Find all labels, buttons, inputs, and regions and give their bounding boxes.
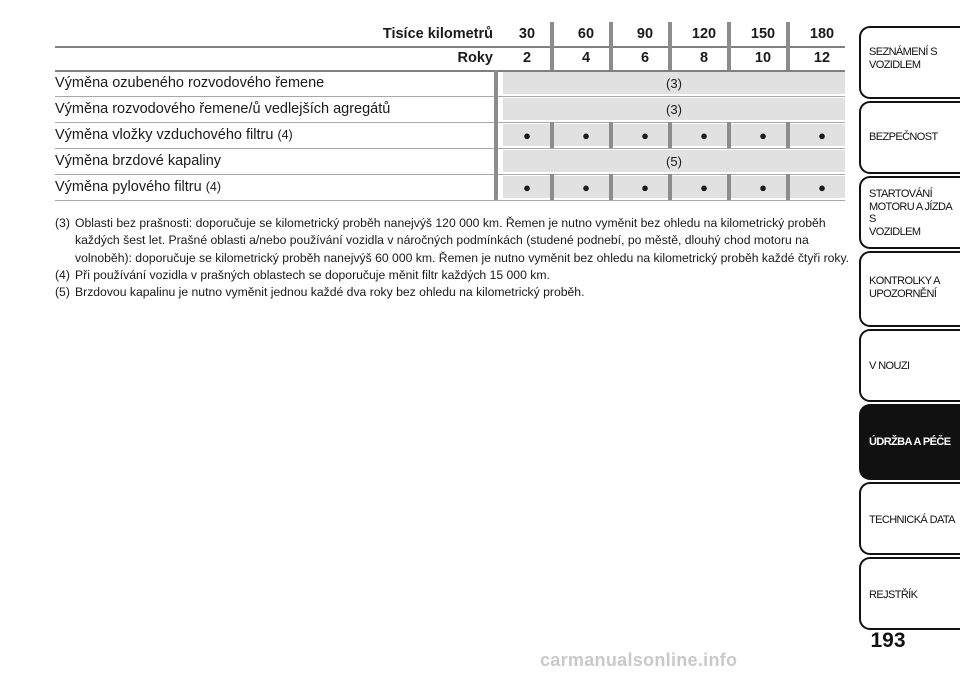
column-separator [550, 46, 554, 70]
footnote-text: Brzdovou kapalinu je nutno vyměnit jednou každé dva roky bez ohledu na kilometrický proběh. [75, 285, 585, 300]
footnote [55, 284, 855, 301]
year-value: 6 [640, 50, 650, 66]
footnote [55, 267, 855, 284]
tab-bezpecnost[interactable] [859, 101, 960, 174]
km-value: 30 [518, 26, 536, 42]
tab-label: KONTROLKY A UPOZORNĚNÍ [869, 275, 940, 300]
label-separator [494, 70, 498, 96]
km-header-row [55, 22, 845, 46]
footnote-reference: (3) [666, 76, 682, 91]
km-value: 90 [636, 26, 654, 42]
interval-dot: ● [700, 128, 708, 143]
column-separator [668, 174, 672, 200]
tab-rejstrik[interactable] [859, 557, 960, 630]
operation-label: Výměna pylového filtru (4) [55, 179, 221, 195]
operation-label: Výměna brzdové kapaliny [55, 153, 222, 169]
tab-label: TECHNICKÁ DATA [869, 514, 955, 526]
years-header-row [55, 46, 845, 70]
interval-dot: ● [700, 180, 708, 195]
table-row [55, 96, 845, 122]
tab-label: V NOUZI [869, 360, 910, 372]
label-separator [494, 122, 498, 148]
interval-dot: ● [523, 180, 531, 195]
table-row [55, 148, 845, 174]
tab-label: BEZPEČNOST [869, 131, 938, 143]
tab-udrzba-a-pece[interactable] [859, 404, 960, 480]
column-separator [727, 22, 731, 46]
interval-dot: ● [818, 180, 826, 195]
interval-dot: ● [582, 180, 590, 195]
row-rule [55, 200, 845, 201]
interval-dot: ● [641, 180, 649, 195]
column-separator [668, 122, 672, 148]
year-value: 10 [754, 50, 772, 66]
interval-band [503, 124, 845, 146]
year-value: 12 [813, 50, 831, 66]
footnote-mark: (4) [55, 267, 70, 282]
km-value: 150 [750, 26, 776, 42]
column-separator [786, 46, 790, 70]
km-value: 180 [809, 26, 835, 42]
operation-label: Výměna vložky vzduchového filtru (4) [55, 127, 293, 143]
column-separator [727, 122, 731, 148]
year-value: 8 [699, 50, 709, 66]
operation-label: Výměna rozvodového řemene/ů vedlejších agregátů [55, 101, 391, 117]
label-separator [494, 96, 498, 122]
footnote [55, 215, 855, 267]
interval-band [503, 176, 845, 198]
column-separator [609, 122, 613, 148]
km-value: 60 [577, 26, 595, 42]
km-header-label: Tisíce kilometrů [382, 26, 493, 42]
interval-dot: ● [818, 128, 826, 143]
label-separator [494, 174, 498, 200]
footnotes [55, 215, 855, 301]
year-value: 4 [581, 50, 591, 66]
footnote-reference: (3) [666, 102, 682, 117]
column-separator [550, 22, 554, 46]
interval-dot: ● [641, 128, 649, 143]
page-number: 193 [870, 629, 906, 652]
table-row [55, 174, 845, 200]
interval-dot: ● [759, 128, 767, 143]
column-separator [668, 46, 672, 70]
column-separator [609, 22, 613, 46]
watermark: carmanualsonline.info [540, 650, 738, 670]
table-row [55, 122, 845, 148]
column-separator [727, 46, 731, 70]
interval-dot: ● [523, 128, 531, 143]
maintenance-table [55, 22, 845, 200]
tab-label: ÚDRŽBA A PÉČE [869, 436, 951, 448]
footnote-mark: (3) [55, 216, 70, 230]
tab-v-nouzi[interactable] [859, 329, 960, 402]
column-separator [786, 122, 790, 148]
interval-dot: ● [582, 128, 590, 143]
column-separator [786, 174, 790, 200]
tab-label: REJSTŘÍK [869, 589, 918, 601]
interval-dot: ● [759, 180, 767, 195]
footnote-text: Při používání vozidla v prašných oblastech se doporučuje měnit filtr každých 15 000 km. [75, 267, 550, 282]
operation-label: Výměna ozubeného rozvodového řemene [55, 75, 325, 91]
footnote-mark: (5) [55, 285, 70, 300]
column-separator [609, 174, 613, 200]
column-separator [668, 22, 672, 46]
tab-kontrolky-a-upozorneni[interactable] [859, 251, 960, 327]
column-separator [550, 174, 554, 200]
column-separator [786, 22, 790, 46]
footnote-reference: (5) [666, 154, 682, 169]
table-row [55, 70, 845, 96]
column-separator [727, 174, 731, 200]
column-separator [609, 46, 613, 70]
year-value: 2 [522, 50, 532, 66]
tab-technicka-data[interactable] [859, 482, 960, 555]
tab-label: STARTOVÁNÍ MOTORU A JÍZDA S VOZIDLEM [869, 188, 952, 238]
km-value: 120 [691, 26, 717, 42]
tab-startovani-motoru[interactable] [859, 176, 960, 249]
years-header-label: Roky [457, 50, 493, 66]
footnote-text: Oblasti bez prašnosti: doporučuje se kilometrický proběh nanejvýš 120 000 km. Řemen je nutno vyměnit bez ohledu na kilometrický proběh každých šest let. Prašné oblasti a/nebo používání vozidla v náročných podmínkách (studené podnebí, po městě, dlouhý chod motoru na volnoběh): doporučuje se kilometrický proběh nanejvýš 60 000 km. Řemen je nutno vyměnit bez ohledu na kilometrický proběh každé čtyři roky. [75, 216, 850, 265]
tab-label: SEZNÁMENÍ S VOZIDLEM [869, 46, 937, 71]
label-separator [494, 148, 498, 174]
column-separator [550, 122, 554, 148]
tab-seznameni-s-vozidlem[interactable] [859, 26, 960, 99]
